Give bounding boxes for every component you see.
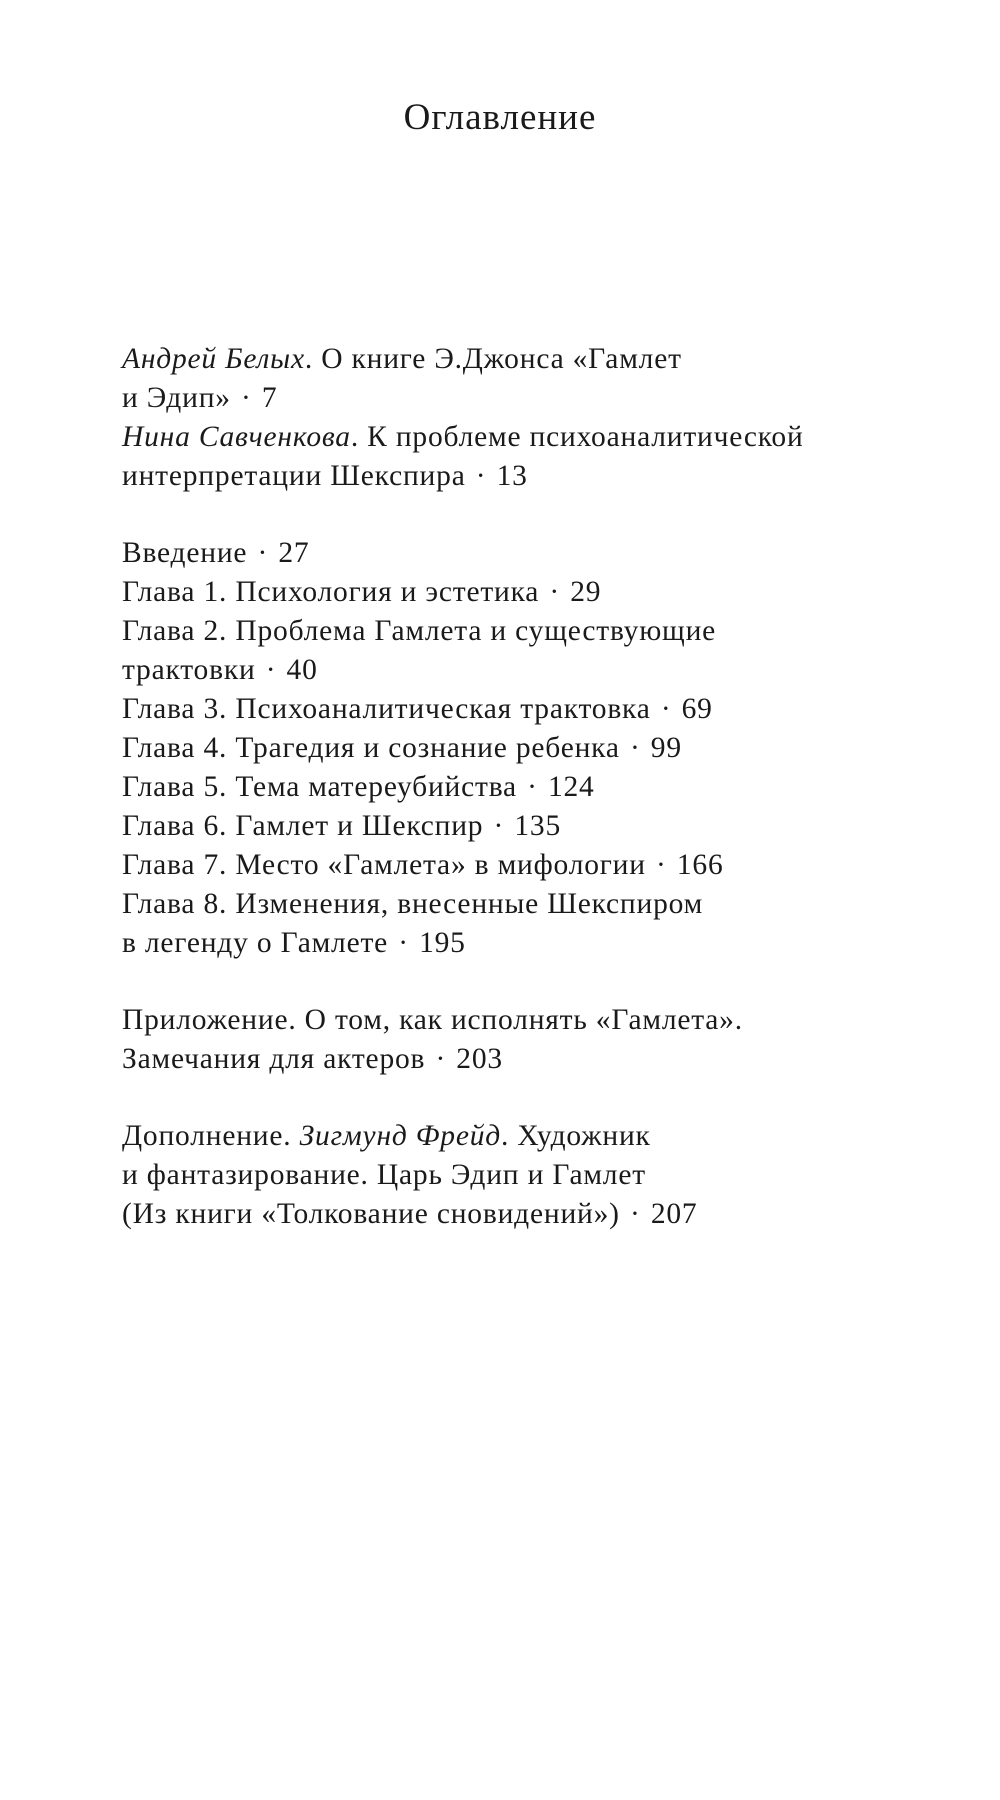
toc-entry-chapter-5[interactable] (122, 768, 922, 807)
toc-separator: · (241, 382, 252, 414)
toc-entry-author: Нина Савченкова (122, 421, 351, 453)
toc-entry-line (122, 690, 922, 729)
toc-entry-line (122, 1001, 922, 1040)
toc-entry-line (122, 340, 922, 379)
toc-entry-title: Глава 3. Психоаналитическая трактовка (122, 693, 651, 725)
toc-entry-savchenkova[interactable] (122, 418, 922, 496)
toc-entry-chapter-3[interactable] (122, 690, 922, 729)
toc-entry-title: интерпретации Шекспира (122, 460, 466, 492)
toc-page-number: 207 (650, 1198, 698, 1230)
toc-separator: · (656, 849, 667, 881)
toc-entry-chapter-2[interactable] (122, 612, 922, 690)
toc-entry-line (122, 418, 922, 457)
toc-preface-group (122, 340, 922, 496)
toc-entry-line (122, 573, 922, 612)
toc-separator: · (660, 693, 672, 725)
toc-entry-line (122, 612, 922, 651)
toc-separator: · (630, 1198, 641, 1230)
table-of-contents (122, 340, 922, 1272)
toc-entry-line (122, 807, 922, 846)
toc-separator: · (257, 537, 269, 569)
toc-entry-belykh[interactable] (122, 340, 922, 418)
toc-separator: · (493, 810, 505, 842)
toc-entry-line (122, 846, 922, 885)
toc-page-number: 124 (547, 771, 595, 803)
toc-supplement-group (122, 1117, 922, 1234)
toc-page-number: 40 (286, 654, 318, 686)
toc-chapters-group (122, 534, 922, 963)
toc-entry-author: Зигмунд Фрейд (299, 1120, 502, 1152)
toc-entry-title: Глава 6. Гамлет и Шекспир (122, 810, 484, 842)
toc-entry-supplement[interactable] (122, 1117, 922, 1234)
toc-entry-title: Глава 4. Трагедия и сознание ребенка (122, 732, 620, 764)
toc-entry-title: и фантазирование. Царь Эдип и Гамлет (122, 1159, 646, 1191)
toc-separator: · (549, 576, 561, 608)
toc-entry-appendix[interactable] (122, 1001, 922, 1079)
toc-entry-chapter-8[interactable] (122, 885, 922, 963)
toc-entry-line (122, 534, 922, 573)
toc-entry-chapter-4[interactable] (122, 729, 922, 768)
toc-page-number: 13 (496, 460, 528, 492)
toc-entry-title: . О книге Э.Джонса «Гамлет (304, 343, 682, 375)
toc-entry-title: . Художник (501, 1120, 651, 1152)
toc-entry-title: и Эдип» (122, 382, 231, 414)
page-title: Оглавление (403, 97, 597, 138)
toc-entry-title: (Из книги «Толкование сновидений») (122, 1198, 620, 1230)
toc-entry-title: Замечания для актеров (122, 1043, 426, 1075)
toc-entry-line (122, 457, 922, 496)
toc-entry-line (122, 651, 922, 690)
toc-entry-line (122, 379, 922, 418)
toc-entry-title: Введение (122, 537, 248, 569)
toc-entry-line (122, 768, 922, 807)
toc-page-number: 195 (419, 927, 466, 959)
toc-entry-title: Глава 5. Тема матереубийства (122, 771, 517, 803)
toc-separator: · (398, 927, 409, 959)
toc-page-number: 135 (514, 810, 562, 842)
toc-entry-title: Глава 1. Психология и эстетика (122, 576, 540, 608)
toc-entry-introduction[interactable] (122, 534, 922, 573)
toc-entry-line (122, 924, 922, 963)
toc-entry-title: в легенду о Гамлете (122, 927, 389, 959)
toc-entry-line (122, 1117, 922, 1156)
toc-page-number: 29 (570, 576, 602, 608)
toc-entry-line (122, 885, 922, 924)
toc-entry-title: Приложение. О том, как исполнять «Гамлета». (122, 1004, 743, 1036)
toc-entry-title: Глава 2. Проблема Гамлета и существующие (122, 615, 717, 647)
toc-entry-line (122, 1040, 922, 1079)
toc-entry-line (122, 729, 922, 768)
toc-separator: · (435, 1043, 447, 1075)
toc-page-number: 203 (456, 1043, 503, 1075)
toc-page-number: 69 (681, 693, 713, 725)
toc-page-number: 27 (278, 537, 310, 569)
toc-separator: · (527, 771, 538, 803)
toc-entry-line (122, 1156, 922, 1195)
toc-appendix-group (122, 1001, 922, 1079)
toc-entry-chapter-1[interactable] (122, 573, 922, 612)
toc-entry-prefix: Дополнение. (122, 1120, 292, 1152)
toc-entry-title: трактовки (122, 654, 256, 686)
toc-entry-chapter-6[interactable] (122, 807, 922, 846)
toc-entry-line (122, 1195, 922, 1234)
toc-entry-chapter-7[interactable] (122, 846, 922, 885)
toc-page-number: 7 (261, 382, 278, 414)
toc-separator: · (265, 654, 277, 686)
toc-separator: · (475, 460, 487, 492)
toc-entry-title: Глава 8. Изменения, внесенные Шекспиром (122, 888, 704, 920)
toc-entry-author: Андрей Белых (122, 343, 305, 375)
toc-entry-title: Глава 7. Место «Гамлета» в мифологии (122, 849, 646, 881)
toc-separator: · (629, 732, 641, 764)
toc-entry-title: . К проблеме психоаналитической (350, 421, 804, 453)
toc-page-number: 99 (650, 732, 682, 764)
toc-page-number: 166 (676, 849, 724, 881)
